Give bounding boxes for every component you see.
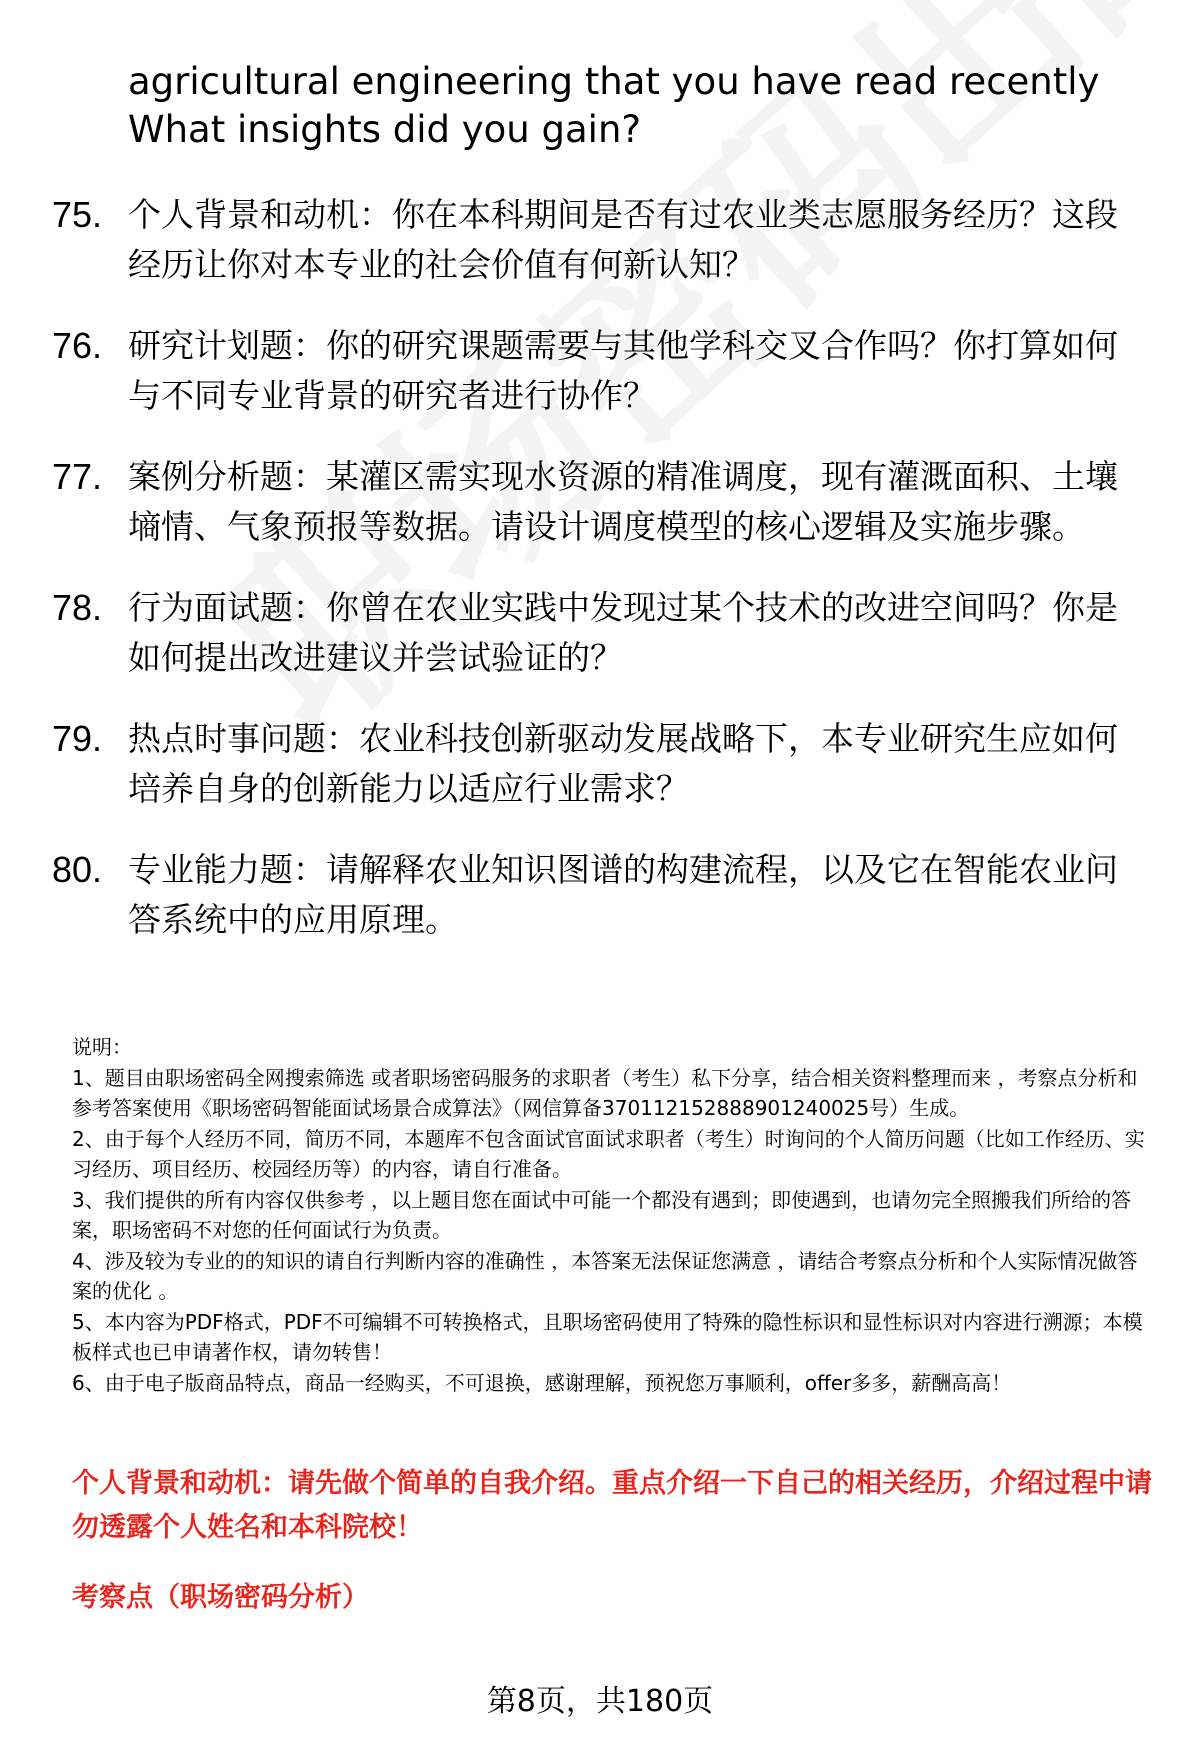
question-number: 75. <box>52 194 103 235</box>
notes-title: 说明： <box>72 1035 132 1059</box>
question-number: 80. <box>52 849 103 890</box>
notes-section <box>72 1032 1157 1398</box>
question-number: 78. <box>52 587 103 628</box>
question-text: 热点时事问题：农业科技创新驱动发展战略下，本专业研究生应如何培养自身的创新能力以适应行业需求？ <box>128 719 1118 808</box>
highlight-question: 个人背景和动机：请先做个简单的自我介绍。重点介绍一下自己的相关经历，介绍过程中请勿透露个人姓名和本科院校！ <box>72 1468 1152 1543</box>
question-text: 行为面试题：你曾在农业实践中发现过某个技术的改进空间吗？你是如何提出改进建议并尝试验证的？ <box>128 588 1118 677</box>
analysis-heading: 考察点（职场密码分析） <box>72 1582 369 1613</box>
notes-item: 3、我们提供的所有内容仅供参考 ，以上题目您在面试中可能一个都没有遇到；即使遇到，也请勿完全照搬我们所给的答案，职场密码不对您的任何面试行为负责。 <box>72 1187 1132 1242</box>
question-list <box>52 190 1147 976</box>
notes-item: 1、题目由职场密码全网搜索筛选 或者职场密码服务的求职者（考生）私下分享，结合相关资料整理而来 ，考察点分析和参考答案使用《职场密码智能面试场景合成算法》（网信算备370112152888901240025号）生成。 <box>72 1065 1138 1120</box>
question-text: 案例分析题：某灌区需实现水资源的精准调度，现有灌溉面积、土壤墒情、气象预报等数据。请设计调度模型的核心逻辑及实施步骤。 <box>128 457 1118 546</box>
question-continuation: agricultural engineering that you have read recently What insights did you gain? <box>128 60 1100 151</box>
question-text: 个人背景和动机：你在本科期间是否有过农业类志愿服务经历？这段经历让你对本专业的社会价值有何新认知？ <box>128 195 1118 284</box>
question-item <box>52 321 1147 421</box>
notes-item: 6、由于电子版商品特点，商品一经购买，不可退换，感谢理解，预祝您万事顺利，offer多多，薪酬高高！ <box>72 1370 1012 1395</box>
notes-item: 4、涉及较为专业的的知识的请自行判断内容的准确性 ，本答案无法保证您满意 ，请结合考察点分析和个人实际情况做答案的优化 。 <box>72 1248 1138 1303</box>
question-text: 研究计划题：你的研究课题需要与其他学科交叉合作吗？你打算如何与不同专业背景的研究者进行协作？ <box>128 326 1118 415</box>
question-text: 专业能力题：请解释农业知识图谱的构建流程，以及它在智能农业问答系统中的应用原理。 <box>128 850 1118 939</box>
question-item <box>52 845 1147 945</box>
question-item <box>52 583 1147 683</box>
notes-item: 2、由于每个人经历不同，简历不同，本题库不包含面试官面试求职者（考生）时询问的个人简历问题（比如工作经历、实习经历、项目经历、校园经历等）的内容，请自行准备。 <box>72 1126 1145 1181</box>
question-number: 76. <box>52 325 103 366</box>
page-number: 第8页，共180页 <box>486 1684 714 1719</box>
question-number: 79. <box>52 718 103 759</box>
question-item <box>52 452 1147 552</box>
question-number: 77. <box>52 456 103 497</box>
question-item <box>52 714 1147 814</box>
notes-item: 5、本内容为PDF格式，PDF不可编辑不可转换格式，且职场密码使用了特殊的隐性标识和显性标识对内容进行溯源；本模板样式也已申请著作权，请勿转售！ <box>72 1309 1143 1364</box>
question-item <box>52 190 1147 290</box>
